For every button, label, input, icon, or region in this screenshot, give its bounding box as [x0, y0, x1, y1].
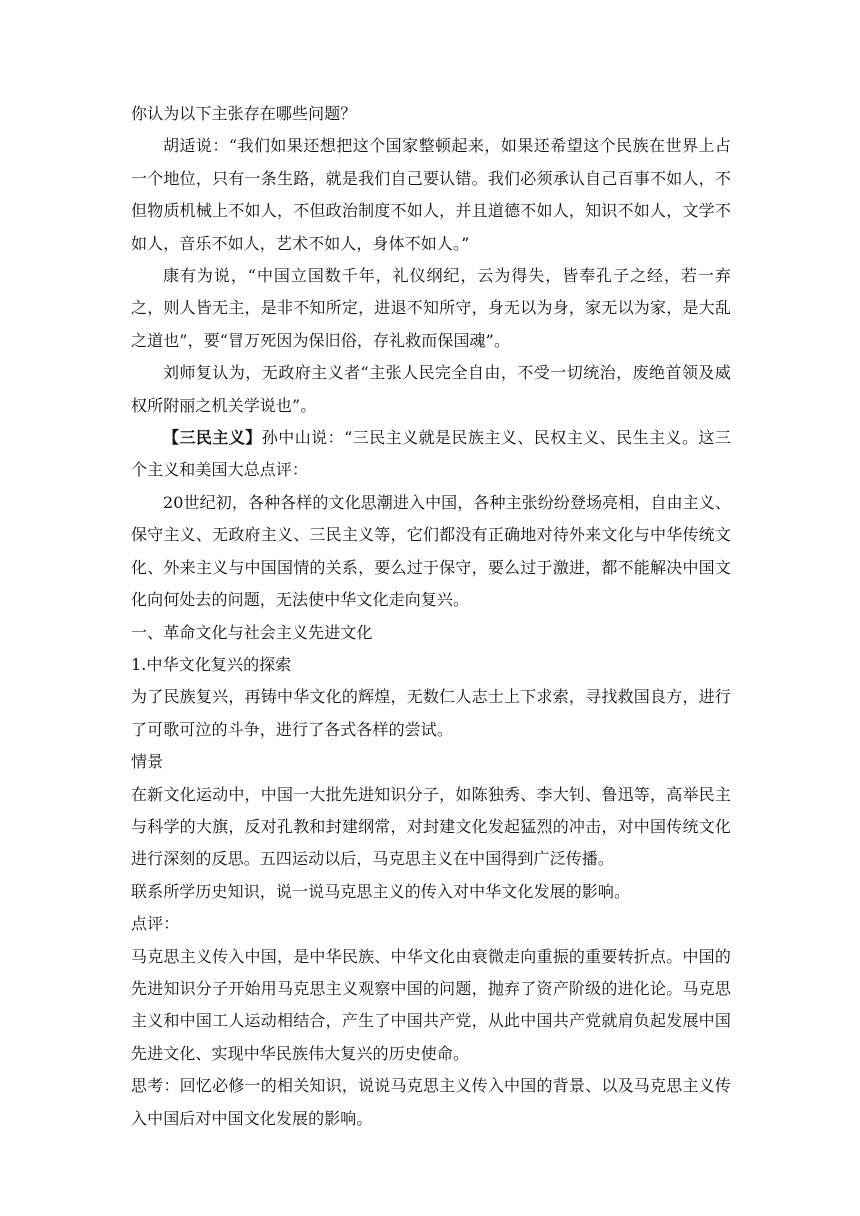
task-prompt: 联系所学历史知识，说一说马克思主义的传入对中华文化发展的影响。 [131, 881, 631, 901]
san-min-zhuyi-tag: 【三民主义】 [163, 428, 262, 448]
subsection-heading: 1.中华文化复兴的探索 [131, 654, 292, 674]
section-heading: 一、革命文化与社会主义先进文化 [131, 622, 373, 642]
commentary-label: 点评： [131, 914, 180, 934]
hu-shi-quote: 胡适说：“我们如果还想把这个国家整顿起来，如果还希望这个民族在世界上占一个地位，只有一条生路，就是我们自己要认错。我们必须承认自己百事不如人，不但物质机械上不如人，不但政治制度不如人，并且道德不如人，知识不如人，文学不如人，音乐不如人，艺术不如人，身体不如人。” [131, 136, 731, 253]
scenario-label: 情景 [131, 752, 164, 772]
intro-paragraph: 为了民族复兴，再铸中华文化的辉煌，无数仁人志士上下求索，寻找救国良方，进行了可歌可泣的斗争，进行了各式各样的尝试。 [131, 687, 731, 739]
document-page [131, 98, 731, 1135]
sun-zhongshan-text: 孙中山说：“三民主义就是民族主义、民权主义、民生主义。这三个主义和美国大总点评： [131, 428, 731, 480]
liu-shifu-quote: 刘师复认为，无政府主义者“主张人民完全自由，不受一切统治，废绝首领及威权所附丽之机关学说也”。 [131, 363, 731, 415]
commentary-paragraph: 20世纪初，各种各样的文化思潮进入中国，各种主张纷纷登场亮相，自由主义、保守主义、无政府主义、三民主义等，它们都没有正确地对待外来文化与中华传统文化、外来主义与中国国情的关系，要么过于保守，要么过于激进，都不能解决中国文化向何处去的问题，无法使中华文化走向复兴。 [131, 492, 731, 610]
scenario-paragraph: 在新文化运动中，中国一大批先进知识分子，如陈独秀、李大钊、鲁迅等，高举民主与科学的大旗，反对孔教和封建纲常，对封建文化发起猛烈的冲击，对中国传统文化进行深刻的反思。五四运动以后，马克思主义在中国得到广泛传播。 [131, 784, 731, 869]
reflection-prompt: 思考：回忆必修一的相关知识，说说马克思主义传入中国的背景、以及马克思主义传入中国后对中国文化发展的影响。 [131, 1076, 731, 1128]
kang-youwei-quote: 康有为说，“中国立国数千年，礼仪纲纪，云为得失，皆奉孔子之经，若一弃之，则人皆无主，是非不知所定，进退不知所守，身无以为身，家无以为家，是大乱之道也”，要“冒万死因为保旧俗，存礼救而保国魂”。 [131, 266, 731, 350]
sun-zhongshan-quote [131, 422, 731, 487]
commentary-text: 马克思主义传入中国，是中华民族、中华文化由衰微走向重振的重要转折点。中国的先进知识分子开始用马克思主义观察中国的问题，抛弃了资产阶级的进化论。马克思主义和中国工人运动相结合，产生了中国共产党，从此中国共产党就肩负起发展中国先进文化、实现中华民族伟大复兴的历史使命。 [131, 946, 731, 1063]
question-prompt: 你认为以下主张存在哪些问题？ [131, 104, 357, 123]
